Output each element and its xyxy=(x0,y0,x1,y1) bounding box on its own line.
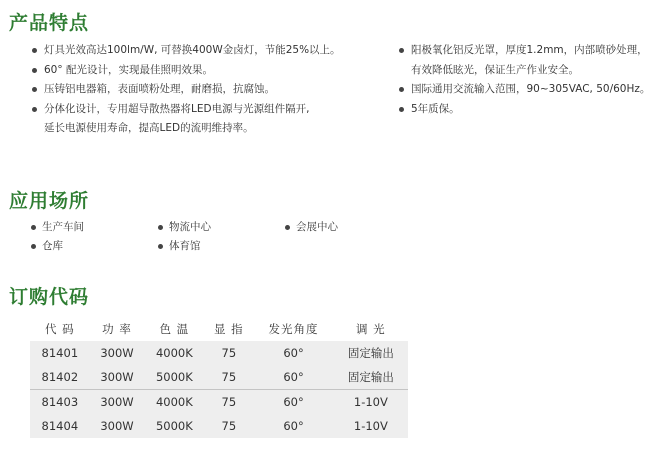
column-header-cri: 显 指 xyxy=(214,322,244,336)
feature-text: 压铸铝电器箱，表面喷粉处理，耐磨损，抗腐蚀。 xyxy=(44,83,275,95)
cell-cri: 75 xyxy=(204,341,253,365)
table-row xyxy=(30,365,408,390)
feature-item xyxy=(30,41,341,61)
order-codes-title: 订购代码 xyxy=(9,286,90,308)
cell-cct: 4000K xyxy=(144,390,204,415)
cell-cri: 75 xyxy=(204,390,253,415)
feature-text: 60° 配光设计，实现最佳照明效果。 xyxy=(44,63,213,76)
feature-text: 阳极氧化铝反光罩，厚度1.2mm，内部喷砂处理， xyxy=(411,44,648,56)
column-header-power: 功 率 xyxy=(102,322,132,336)
cell-beam-angle: 60° xyxy=(253,414,333,438)
application-item: 仓库 xyxy=(30,239,157,254)
cell-beam-angle: 60° xyxy=(253,365,333,390)
cell-dimming: 1-10V xyxy=(334,390,408,415)
cell-code: 81401 xyxy=(30,341,90,365)
feature-text: 5年质保。 xyxy=(411,102,460,115)
feature-item xyxy=(397,80,650,100)
cell-cct: 5000K xyxy=(144,414,204,438)
cell-cct: 5000K xyxy=(144,365,204,390)
cell-dimming: 固定输出 xyxy=(334,341,408,365)
application-item: 物流中心 xyxy=(157,220,284,235)
cell-dimming: 固定输出 xyxy=(334,365,408,390)
cell-power: 300W xyxy=(90,341,145,365)
feature-item xyxy=(397,41,650,80)
features-title: 产品特点 xyxy=(9,12,90,34)
cell-code: 81403 xyxy=(30,390,90,415)
feature-text: 国际通用交流输入范围，90~305VAC, 50/60Hz。 xyxy=(411,83,651,95)
cell-power: 300W xyxy=(90,390,145,415)
column-header-dimming: 调 光 xyxy=(356,322,386,336)
feature-item xyxy=(30,100,341,139)
order-code-table xyxy=(30,317,408,438)
application-item: 生产车间 xyxy=(30,220,157,235)
cell-beam-angle: 60° xyxy=(253,390,333,415)
feature-item xyxy=(30,61,341,81)
table-row xyxy=(30,390,408,415)
application-item: 体育馆 xyxy=(157,239,284,254)
column-header-beam-angle: 发光角度 xyxy=(268,322,319,336)
table-row xyxy=(30,341,408,365)
feature-text-continued: 有效降低眩光，保证生产作业安全。 xyxy=(411,63,579,76)
cell-power: 300W xyxy=(90,414,145,438)
feature-text: 灯具光效高达100lm/W, 可替换400W金卤灯，节能25%以上。 xyxy=(44,44,341,56)
feature-item xyxy=(30,80,341,100)
application-item: 会展中心 xyxy=(284,220,404,235)
cell-dimming: 1-10V xyxy=(334,414,408,438)
applications-title: 应用场所 xyxy=(9,190,90,212)
cell-power: 300W xyxy=(90,365,145,390)
column-header-code: 代 码 xyxy=(45,322,75,336)
applications-list xyxy=(30,220,360,254)
column-header-cct: 色 温 xyxy=(159,322,190,336)
cell-beam-angle: 60° xyxy=(253,341,333,365)
features-right-list xyxy=(397,41,650,119)
feature-text-continued: 延长电源使用寿命，提高LED的流明维持率。 xyxy=(44,122,254,134)
cell-cri: 75 xyxy=(204,365,253,390)
cell-cri: 75 xyxy=(204,414,253,438)
features-left-list xyxy=(30,41,341,139)
cell-code: 81402 xyxy=(30,365,90,390)
feature-text: 分体化设计，专用超导散热器将LED电源与光源组件隔开, xyxy=(44,102,310,115)
cell-cct: 4000K xyxy=(144,341,204,365)
feature-item xyxy=(397,100,650,120)
table-row xyxy=(30,414,408,438)
cell-code: 81404 xyxy=(30,414,90,438)
table-header-row xyxy=(30,317,408,341)
